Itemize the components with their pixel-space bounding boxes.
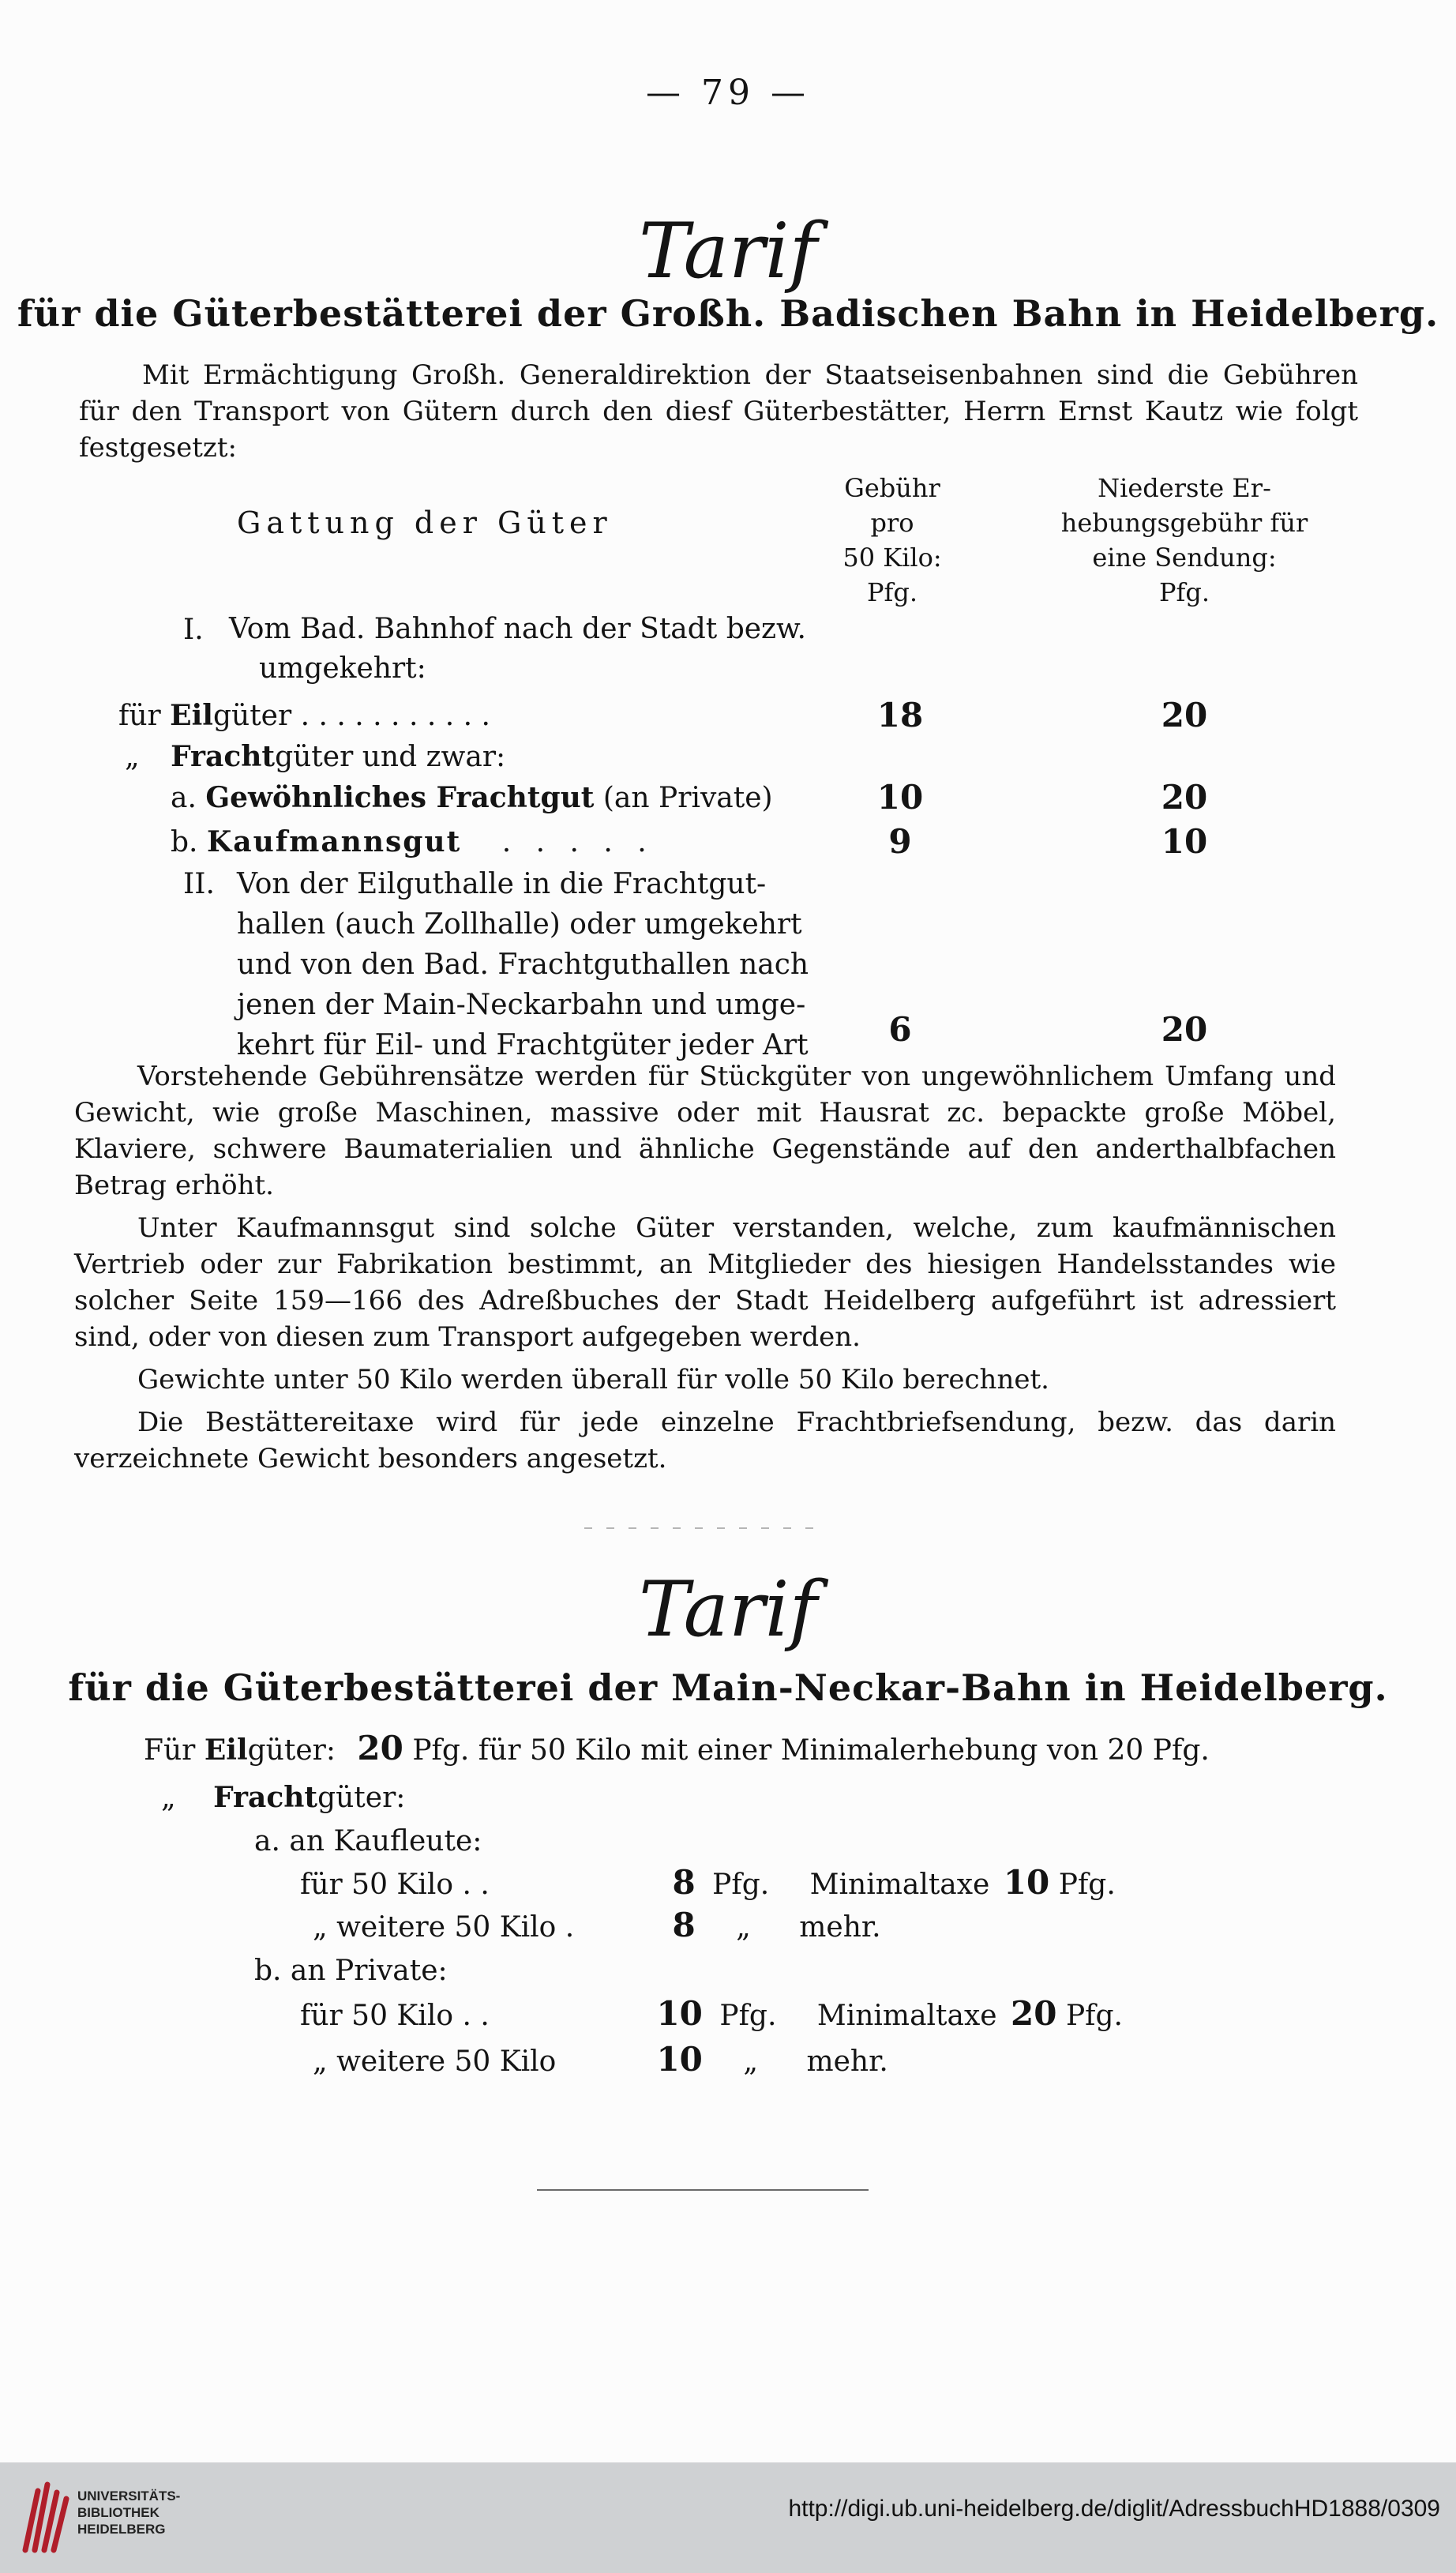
row-eilgueter: für Eilgüter . . . . . . . . . . . — [118, 699, 490, 732]
column-header-category: Gattung der Güter — [237, 505, 613, 540]
section1-number: I. — [183, 614, 204, 646]
tariff2-a1: für 50 Kilo . . 8 Pfg. Minimaltaxe 10 Pfg. — [300, 1863, 1116, 1902]
column-header-fee: Gebühr pro 50 Kilo: Pfg. — [842, 473, 942, 607]
row-b-fee: 9 — [888, 822, 912, 861]
page-number: — 79 — — [646, 73, 810, 113]
tariff2-b2: „ weitere 50 Kilo 10 „ mehr. — [313, 2040, 888, 2079]
separator-dashed — [584, 1527, 821, 1529]
separator-line — [537, 2189, 869, 2191]
section2-number: II. — [183, 868, 215, 900]
note-frachtbrief: Die Bestättereitaxe wird für jede einzelne Frachtbriefsendung, bezw. das darin verzeichnete Gewicht besonders angesetzt. — [74, 1407, 1336, 1474]
row-eilgueter-min: 20 — [1161, 696, 1208, 734]
column-header-minimum: Niederste Er- hebungsgebühr für eine Sendung: Pfg. — [1060, 473, 1308, 607]
note-kaufmannsgut: Unter Kaufmannsgut sind solche Güter verstanden, welche, zum kaufmännischen Vertrieb oder zur Fabrikation bestimmt, an Mitglieder des hiesigen Handelsstandes wie solcher Seite 159—166 des Adreßbuches der Stadt Heidelberg aufgeführt ist adressiert sind, oder von diesen zum Transport aufgegeben werden. — [74, 1212, 1336, 1353]
tariff2-eilgueter: Für Eilgüter: 20 Pfg. für 50 Kilo mit einer Minimalerhebung von 20 Pfg. — [144, 1729, 1210, 1767]
note-minimum-weight: Gewichte unter 50 Kilo werden überall für volle 50 Kilo berechnet. — [137, 1364, 1049, 1395]
section2-text: Von der Eilguthalle in die Frachtgut- hallen (auch Zollhalle) oder umgekehrt und von den Bad. Frachtguthallen nach jenen der Main-Neckarbahn und umge- kehrt für Eil- und Frachtgüter jeder Art — [237, 868, 809, 1061]
section2-fee: 6 — [888, 1010, 912, 1049]
section2-min: 20 — [1161, 1010, 1208, 1049]
tariff2-b-label: b. an Private: — [254, 1955, 448, 1987]
source-url[interactable]: http://digi.ub.uni-heidelberg.de/diglit/AdressbuchHD1888/0309 — [788, 2496, 1440, 2522]
tariff2-a-label: a. an Kaufleute: — [254, 1825, 482, 1857]
tariff2-frachtgueter: „ Frachtgüter: — [161, 1781, 406, 1814]
section1-text: Vom Bad. Bahnhof nach der Stadt bezw. umgekehrt: — [229, 613, 807, 685]
tariff1-title: Tarif — [639, 207, 817, 295]
row-b: b. Kaufmannsgut . . . . . — [171, 825, 655, 858]
row-a: a. Gewöhnliches Frachtgut (an Private) — [171, 781, 773, 814]
row-frachtgueter: „ Frachtgüter und zwar: — [125, 740, 506, 773]
row-b-min: 10 — [1161, 822, 1208, 861]
row-a-fee: 10 — [876, 778, 924, 817]
tariff2-b1: für 50 Kilo . . 10 Pfg. Minimaltaxe 20 Pfg. — [300, 1994, 1123, 2033]
tariff2-title: Tarif — [639, 1565, 817, 1654]
row-a-min: 20 — [1161, 778, 1208, 817]
row-eilgueter-fee: 18 — [876, 696, 924, 734]
library-logo-icon — [17, 2475, 74, 2557]
tariff2-a2: „ weitere 50 Kilo . 8 „ mehr. — [313, 1906, 881, 1944]
tariff1-intro: Mit Ermächtigung Großh. Generaldirektion der Staatseisenbahnen sind die Gebühren für den Transport von Gütern durch den diesf Güterbestätter, Herrn Ernst Kautz wie folgt festgesetzt: — [79, 359, 1358, 464]
library-logo-text: UNIVERSITÄTS- BIBLIOTHEK HEIDELBERG — [77, 2488, 181, 2537]
tariff2-subtitle: für die Güterbestätterei der Main-Neckar-Bahn in Heidelberg. — [68, 1666, 1388, 1709]
tariff1-notes — [74, 1058, 1336, 1477]
tariff1-subtitle: für die Güterbestätterei der Großh. Badischen Bahn in Heidelberg. — [17, 292, 1439, 335]
note-oversize: Vorstehende Gebührensätze werden für Stückgüter von ungewöhnlichem Umfang und Gewicht, wie große Maschinen, massive oder mit Hausrat zc. bepackte große Möbel, Klaviere, schwere Baumaterialien und ähnliche Gegenstände auf den anderthalbfachen Betrag erhöht. — [74, 1061, 1336, 1201]
